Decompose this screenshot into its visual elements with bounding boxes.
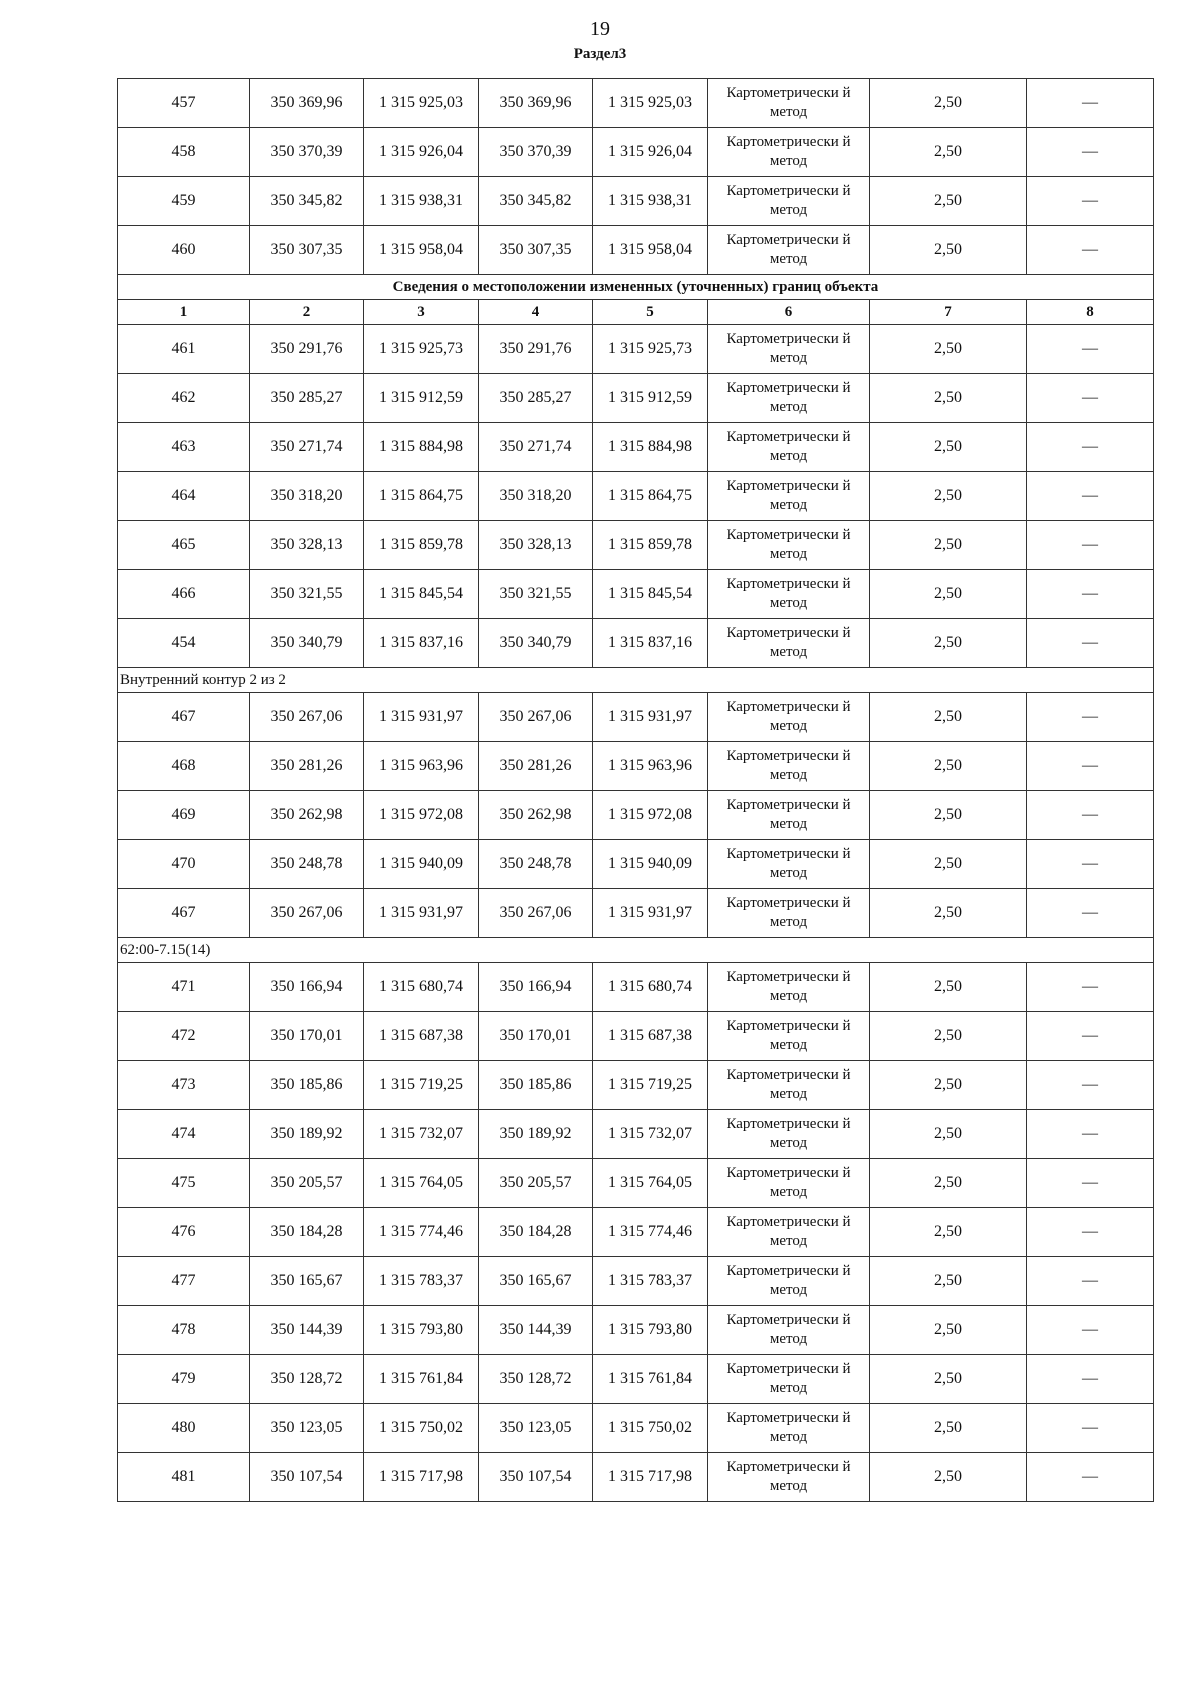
description-cell: — bbox=[1027, 128, 1154, 177]
point-number-cell: 460 bbox=[118, 226, 250, 275]
point-number-cell: 461 bbox=[118, 325, 250, 374]
point-number-cell: 462 bbox=[118, 374, 250, 423]
x-refined-cell: 350 285,27 bbox=[479, 374, 593, 423]
x-existing-cell: 350 166,94 bbox=[250, 963, 364, 1012]
method-cell: Картометрически й метод bbox=[708, 521, 870, 570]
x-existing-cell: 350 262,98 bbox=[250, 791, 364, 840]
accuracy-cell: 2,50 bbox=[870, 1453, 1027, 1502]
section-title: Раздел3 bbox=[573, 46, 627, 62]
y-refined-cell: 1 315 750,02 bbox=[593, 1404, 708, 1453]
x-refined-cell: 350 307,35 bbox=[479, 226, 593, 275]
description-cell: — bbox=[1027, 226, 1154, 275]
x-refined-cell: 350 281,26 bbox=[479, 742, 593, 791]
method-cell: Картометрически й метод bbox=[708, 374, 870, 423]
y-existing-cell: 1 315 717,98 bbox=[364, 1453, 479, 1502]
table-row bbox=[118, 177, 1154, 226]
contour-group-label: Внутренний контур 2 из 2 bbox=[118, 668, 1154, 693]
x-refined-cell: 350 165,67 bbox=[479, 1257, 593, 1306]
method-cell: Картометрически й метод bbox=[708, 619, 870, 668]
page-number: 19 bbox=[590, 18, 610, 40]
description-cell: — bbox=[1027, 177, 1154, 226]
accuracy-cell: 2,50 bbox=[870, 1159, 1027, 1208]
x-refined-cell: 350 340,79 bbox=[479, 619, 593, 668]
method-cell: Картометрически й метод bbox=[708, 1110, 870, 1159]
y-refined-cell: 1 315 793,80 bbox=[593, 1306, 708, 1355]
description-cell: — bbox=[1027, 619, 1154, 668]
column-number-cell: 4 bbox=[479, 300, 593, 325]
y-refined-cell: 1 315 940,09 bbox=[593, 840, 708, 889]
x-refined-cell: 350 328,13 bbox=[479, 521, 593, 570]
accuracy-cell: 2,50 bbox=[870, 1208, 1027, 1257]
table-row bbox=[118, 1306, 1154, 1355]
x-refined-cell: 350 144,39 bbox=[479, 1306, 593, 1355]
point-number-cell: 472 bbox=[118, 1012, 250, 1061]
y-refined-cell: 1 315 680,74 bbox=[593, 963, 708, 1012]
table-row bbox=[118, 693, 1154, 742]
point-number-cell: 477 bbox=[118, 1257, 250, 1306]
accuracy-cell: 2,50 bbox=[870, 1404, 1027, 1453]
method-cell: Картометрически й метод bbox=[708, 128, 870, 177]
table-row bbox=[118, 128, 1154, 177]
y-refined-cell: 1 315 958,04 bbox=[593, 226, 708, 275]
table-row bbox=[118, 1257, 1154, 1306]
method-cell: Картометрически й метод bbox=[708, 226, 870, 275]
x-refined-cell: 350 370,39 bbox=[479, 128, 593, 177]
accuracy-cell: 2,50 bbox=[870, 570, 1027, 619]
y-refined-cell: 1 315 837,16 bbox=[593, 619, 708, 668]
method-cell: Картометрически й метод bbox=[708, 1159, 870, 1208]
table-row bbox=[118, 1453, 1154, 1502]
x-existing-cell: 350 340,79 bbox=[250, 619, 364, 668]
method-cell: Картометрически й метод bbox=[708, 889, 870, 938]
point-number-cell: 459 bbox=[118, 177, 250, 226]
y-existing-cell: 1 315 845,54 bbox=[364, 570, 479, 619]
method-cell: Картометрически й метод bbox=[708, 1404, 870, 1453]
table-row bbox=[118, 1159, 1154, 1208]
description-cell: — bbox=[1027, 1257, 1154, 1306]
table-row bbox=[118, 1404, 1154, 1453]
x-existing-cell: 350 369,96 bbox=[250, 79, 364, 128]
y-refined-cell: 1 315 717,98 bbox=[593, 1453, 708, 1502]
y-refined-cell: 1 315 761,84 bbox=[593, 1355, 708, 1404]
point-number-cell: 481 bbox=[118, 1453, 250, 1502]
x-refined-cell: 350 107,54 bbox=[479, 1453, 593, 1502]
method-cell: Картометрически й метод bbox=[708, 1208, 870, 1257]
accuracy-cell: 2,50 bbox=[870, 423, 1027, 472]
y-existing-cell: 1 315 972,08 bbox=[364, 791, 479, 840]
column-number-cell: 8 bbox=[1027, 300, 1154, 325]
x-existing-cell: 350 248,78 bbox=[250, 840, 364, 889]
description-cell: — bbox=[1027, 1208, 1154, 1257]
y-refined-cell: 1 315 859,78 bbox=[593, 521, 708, 570]
y-existing-cell: 1 315 938,31 bbox=[364, 177, 479, 226]
table-row bbox=[118, 742, 1154, 791]
x-refined-cell: 350 369,96 bbox=[479, 79, 593, 128]
point-number-cell: 468 bbox=[118, 742, 250, 791]
description-cell: — bbox=[1027, 791, 1154, 840]
contour-group-label: 62:00-7.15(14) bbox=[118, 938, 1154, 963]
y-existing-cell: 1 315 837,16 bbox=[364, 619, 479, 668]
y-existing-cell: 1 315 931,97 bbox=[364, 693, 479, 742]
y-existing-cell: 1 315 940,09 bbox=[364, 840, 479, 889]
table-row bbox=[118, 374, 1154, 423]
point-number-cell: 475 bbox=[118, 1159, 250, 1208]
accuracy-cell: 2,50 bbox=[870, 521, 1027, 570]
accuracy-cell: 2,50 bbox=[870, 374, 1027, 423]
table-row bbox=[118, 1061, 1154, 1110]
y-existing-cell: 1 315 719,25 bbox=[364, 1061, 479, 1110]
y-existing-cell: 1 315 925,73 bbox=[364, 325, 479, 374]
column-number-cell: 5 bbox=[593, 300, 708, 325]
y-refined-cell: 1 315 926,04 bbox=[593, 128, 708, 177]
x-existing-cell: 350 165,67 bbox=[250, 1257, 364, 1306]
y-existing-cell: 1 315 732,07 bbox=[364, 1110, 479, 1159]
y-refined-cell: 1 315 963,96 bbox=[593, 742, 708, 791]
x-existing-cell: 350 345,82 bbox=[250, 177, 364, 226]
x-refined-cell: 350 185,86 bbox=[479, 1061, 593, 1110]
x-existing-cell: 350 185,86 bbox=[250, 1061, 364, 1110]
x-refined-cell: 350 123,05 bbox=[479, 1404, 593, 1453]
y-existing-cell: 1 315 958,04 bbox=[364, 226, 479, 275]
table-row bbox=[118, 619, 1154, 668]
x-existing-cell: 350 205,57 bbox=[250, 1159, 364, 1208]
method-cell: Картометрически й метод bbox=[708, 1061, 870, 1110]
accuracy-cell: 2,50 bbox=[870, 619, 1027, 668]
accuracy-cell: 2,50 bbox=[870, 325, 1027, 374]
description-cell: — bbox=[1027, 325, 1154, 374]
method-cell: Картометрически й метод bbox=[708, 742, 870, 791]
column-number-row bbox=[118, 300, 1154, 325]
description-cell: — bbox=[1027, 1453, 1154, 1502]
x-refined-cell: 350 321,55 bbox=[479, 570, 593, 619]
y-refined-cell: 1 315 732,07 bbox=[593, 1110, 708, 1159]
accuracy-cell: 2,50 bbox=[870, 693, 1027, 742]
x-existing-cell: 350 128,72 bbox=[250, 1355, 364, 1404]
y-existing-cell: 1 315 884,98 bbox=[364, 423, 479, 472]
column-number-cell: 3 bbox=[364, 300, 479, 325]
y-refined-cell: 1 315 925,03 bbox=[593, 79, 708, 128]
x-refined-cell: 350 189,92 bbox=[479, 1110, 593, 1159]
contour-group-row bbox=[118, 668, 1154, 693]
x-existing-cell: 350 267,06 bbox=[250, 693, 364, 742]
point-number-cell: 463 bbox=[118, 423, 250, 472]
description-cell: — bbox=[1027, 1355, 1154, 1404]
accuracy-cell: 2,50 bbox=[870, 1012, 1027, 1061]
description-cell: — bbox=[1027, 1061, 1154, 1110]
point-number-cell: 478 bbox=[118, 1306, 250, 1355]
y-existing-cell: 1 315 963,96 bbox=[364, 742, 479, 791]
method-cell: Картометрически й метод bbox=[708, 1355, 870, 1404]
y-existing-cell: 1 315 764,05 bbox=[364, 1159, 479, 1208]
x-refined-cell: 350 262,98 bbox=[479, 791, 593, 840]
method-cell: Картометрически й метод bbox=[708, 1257, 870, 1306]
x-existing-cell: 350 170,01 bbox=[250, 1012, 364, 1061]
y-refined-cell: 1 315 925,73 bbox=[593, 325, 708, 374]
point-number-cell: 480 bbox=[118, 1404, 250, 1453]
x-refined-cell: 350 248,78 bbox=[479, 840, 593, 889]
y-refined-cell: 1 315 783,37 bbox=[593, 1257, 708, 1306]
x-existing-cell: 350 184,28 bbox=[250, 1208, 364, 1257]
y-existing-cell: 1 315 926,04 bbox=[364, 128, 479, 177]
section-banner-row bbox=[118, 275, 1154, 300]
description-cell: — bbox=[1027, 1159, 1154, 1208]
table-row bbox=[118, 889, 1154, 938]
y-refined-cell: 1 315 845,54 bbox=[593, 570, 708, 619]
method-cell: Картометрически й метод bbox=[708, 1306, 870, 1355]
y-refined-cell: 1 315 931,97 bbox=[593, 889, 708, 938]
method-cell: Картометрически й метод bbox=[708, 79, 870, 128]
accuracy-cell: 2,50 bbox=[870, 128, 1027, 177]
x-existing-cell: 350 189,92 bbox=[250, 1110, 364, 1159]
x-existing-cell: 350 318,20 bbox=[250, 472, 364, 521]
accuracy-cell: 2,50 bbox=[870, 177, 1027, 226]
method-cell: Картометрически й метод bbox=[708, 325, 870, 374]
y-existing-cell: 1 315 859,78 bbox=[364, 521, 479, 570]
x-refined-cell: 350 205,57 bbox=[479, 1159, 593, 1208]
y-existing-cell: 1 315 750,02 bbox=[364, 1404, 479, 1453]
x-existing-cell: 350 328,13 bbox=[250, 521, 364, 570]
accuracy-cell: 2,50 bbox=[870, 472, 1027, 521]
description-cell: — bbox=[1027, 423, 1154, 472]
y-existing-cell: 1 315 793,80 bbox=[364, 1306, 479, 1355]
accuracy-cell: 2,50 bbox=[870, 742, 1027, 791]
x-refined-cell: 350 184,28 bbox=[479, 1208, 593, 1257]
table-row bbox=[118, 791, 1154, 840]
x-existing-cell: 350 107,54 bbox=[250, 1453, 364, 1502]
y-existing-cell: 1 315 864,75 bbox=[364, 472, 479, 521]
y-refined-cell: 1 315 931,97 bbox=[593, 693, 708, 742]
x-refined-cell: 350 345,82 bbox=[479, 177, 593, 226]
description-cell: — bbox=[1027, 1306, 1154, 1355]
point-number-cell: 471 bbox=[118, 963, 250, 1012]
method-cell: Картометрически й метод bbox=[708, 693, 870, 742]
section-banner: Сведения о местоположении измененных (уточненных) границ объекта bbox=[118, 275, 1154, 300]
x-refined-cell: 350 267,06 bbox=[479, 889, 593, 938]
table-row bbox=[118, 472, 1154, 521]
table-row bbox=[118, 840, 1154, 889]
x-existing-cell: 350 291,76 bbox=[250, 325, 364, 374]
point-number-cell: 469 bbox=[118, 791, 250, 840]
accuracy-cell: 2,50 bbox=[870, 791, 1027, 840]
description-cell: — bbox=[1027, 1012, 1154, 1061]
accuracy-cell: 2,50 bbox=[870, 1306, 1027, 1355]
description-cell: — bbox=[1027, 570, 1154, 619]
method-cell: Картометрически й метод bbox=[708, 1453, 870, 1502]
accuracy-cell: 2,50 bbox=[870, 1110, 1027, 1159]
y-refined-cell: 1 315 774,46 bbox=[593, 1208, 708, 1257]
x-refined-cell: 350 267,06 bbox=[479, 693, 593, 742]
accuracy-cell: 2,50 bbox=[870, 1061, 1027, 1110]
method-cell: Картометрически й метод bbox=[708, 423, 870, 472]
x-existing-cell: 350 123,05 bbox=[250, 1404, 364, 1453]
point-number-cell: 479 bbox=[118, 1355, 250, 1404]
x-existing-cell: 350 285,27 bbox=[250, 374, 364, 423]
table-row bbox=[118, 79, 1154, 128]
x-existing-cell: 350 281,26 bbox=[250, 742, 364, 791]
table-row bbox=[118, 423, 1154, 472]
point-number-cell: 474 bbox=[118, 1110, 250, 1159]
method-cell: Картометрически й метод bbox=[708, 1012, 870, 1061]
description-cell: — bbox=[1027, 1110, 1154, 1159]
column-number-cell: 6 bbox=[708, 300, 870, 325]
x-existing-cell: 350 307,35 bbox=[250, 226, 364, 275]
description-cell: — bbox=[1027, 374, 1154, 423]
method-cell: Картометрически й метод bbox=[708, 177, 870, 226]
table-body bbox=[118, 79, 1154, 1502]
accuracy-cell: 2,50 bbox=[870, 1257, 1027, 1306]
point-number-cell: 467 bbox=[118, 693, 250, 742]
accuracy-cell: 2,50 bbox=[870, 840, 1027, 889]
point-number-cell: 470 bbox=[118, 840, 250, 889]
description-cell: — bbox=[1027, 840, 1154, 889]
x-existing-cell: 350 321,55 bbox=[250, 570, 364, 619]
accuracy-cell: 2,50 bbox=[870, 963, 1027, 1012]
y-existing-cell: 1 315 783,37 bbox=[364, 1257, 479, 1306]
x-refined-cell: 350 271,74 bbox=[479, 423, 593, 472]
column-number-cell: 2 bbox=[250, 300, 364, 325]
point-number-cell: 465 bbox=[118, 521, 250, 570]
point-number-cell: 467 bbox=[118, 889, 250, 938]
point-number-cell: 466 bbox=[118, 570, 250, 619]
method-cell: Картометрически й метод bbox=[708, 570, 870, 619]
point-number-cell: 458 bbox=[118, 128, 250, 177]
y-refined-cell: 1 315 719,25 bbox=[593, 1061, 708, 1110]
y-existing-cell: 1 315 680,74 bbox=[364, 963, 479, 1012]
table-row bbox=[118, 1110, 1154, 1159]
point-number-cell: 457 bbox=[118, 79, 250, 128]
y-existing-cell: 1 315 687,38 bbox=[364, 1012, 479, 1061]
description-cell: — bbox=[1027, 963, 1154, 1012]
accuracy-cell: 2,50 bbox=[870, 889, 1027, 938]
table-row bbox=[118, 1208, 1154, 1257]
description-cell: — bbox=[1027, 889, 1154, 938]
x-refined-cell: 350 170,01 bbox=[479, 1012, 593, 1061]
column-number-cell: 7 bbox=[870, 300, 1027, 325]
y-existing-cell: 1 315 774,46 bbox=[364, 1208, 479, 1257]
point-number-cell: 454 bbox=[118, 619, 250, 668]
accuracy-cell: 2,50 bbox=[870, 226, 1027, 275]
method-cell: Картометрически й метод bbox=[708, 963, 870, 1012]
table-row bbox=[118, 963, 1154, 1012]
description-cell: — bbox=[1027, 693, 1154, 742]
method-cell: Картометрически й метод bbox=[708, 840, 870, 889]
table-row bbox=[118, 226, 1154, 275]
x-refined-cell: 350 291,76 bbox=[479, 325, 593, 374]
table-row bbox=[118, 521, 1154, 570]
y-existing-cell: 1 315 925,03 bbox=[364, 79, 479, 128]
y-refined-cell: 1 315 938,31 bbox=[593, 177, 708, 226]
coordinates-table bbox=[117, 78, 1154, 1502]
description-cell: — bbox=[1027, 79, 1154, 128]
x-refined-cell: 350 166,94 bbox=[479, 963, 593, 1012]
table-row bbox=[118, 1355, 1154, 1404]
y-existing-cell: 1 315 912,59 bbox=[364, 374, 479, 423]
table-row bbox=[118, 1012, 1154, 1061]
x-existing-cell: 350 271,74 bbox=[250, 423, 364, 472]
description-cell: — bbox=[1027, 472, 1154, 521]
y-refined-cell: 1 315 687,38 bbox=[593, 1012, 708, 1061]
x-existing-cell: 350 370,39 bbox=[250, 128, 364, 177]
x-existing-cell: 350 144,39 bbox=[250, 1306, 364, 1355]
description-cell: — bbox=[1027, 742, 1154, 791]
description-cell: — bbox=[1027, 521, 1154, 570]
column-number-cell: 1 bbox=[118, 300, 250, 325]
y-refined-cell: 1 315 884,98 bbox=[593, 423, 708, 472]
y-refined-cell: 1 315 972,08 bbox=[593, 791, 708, 840]
method-cell: Картометрически й метод bbox=[708, 472, 870, 521]
contour-group-row bbox=[118, 938, 1154, 963]
y-refined-cell: 1 315 864,75 bbox=[593, 472, 708, 521]
point-number-cell: 476 bbox=[118, 1208, 250, 1257]
y-existing-cell: 1 315 761,84 bbox=[364, 1355, 479, 1404]
y-existing-cell: 1 315 931,97 bbox=[364, 889, 479, 938]
accuracy-cell: 2,50 bbox=[870, 79, 1027, 128]
x-refined-cell: 350 318,20 bbox=[479, 472, 593, 521]
table-row bbox=[118, 325, 1154, 374]
y-refined-cell: 1 315 764,05 bbox=[593, 1159, 708, 1208]
point-number-cell: 464 bbox=[118, 472, 250, 521]
method-cell: Картометрически й метод bbox=[708, 791, 870, 840]
x-existing-cell: 350 267,06 bbox=[250, 889, 364, 938]
description-cell: — bbox=[1027, 1404, 1154, 1453]
point-number-cell: 473 bbox=[118, 1061, 250, 1110]
x-refined-cell: 350 128,72 bbox=[479, 1355, 593, 1404]
accuracy-cell: 2,50 bbox=[870, 1355, 1027, 1404]
table-row bbox=[118, 570, 1154, 619]
y-refined-cell: 1 315 912,59 bbox=[593, 374, 708, 423]
